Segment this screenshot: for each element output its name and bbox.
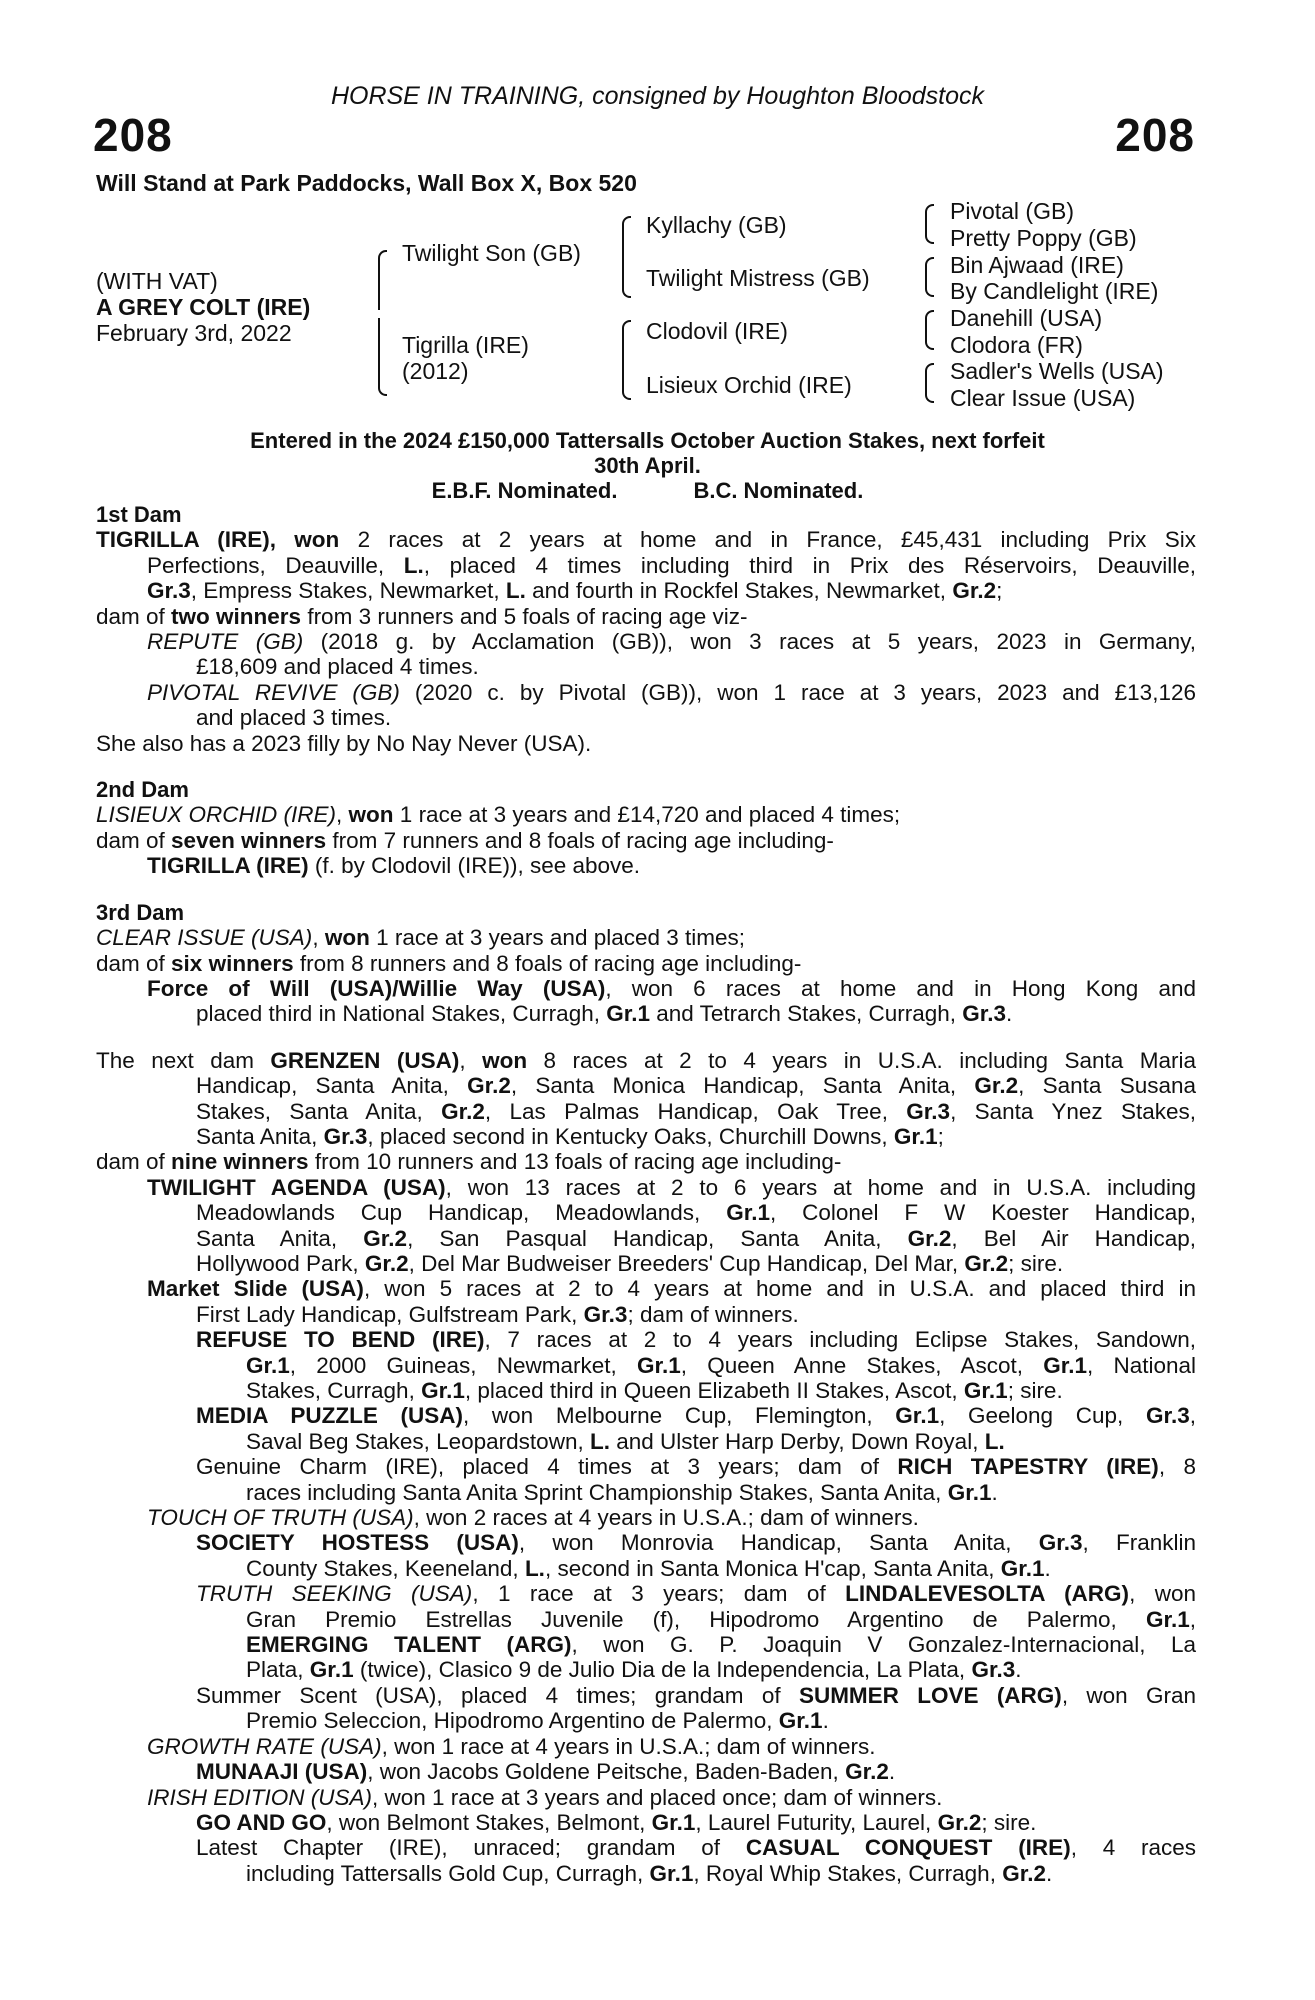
text-run: , Colonel F W Koester Handicap, xyxy=(769,1200,1196,1226)
bold-run: LINDALEVESOLTA (ARG) xyxy=(845,1581,1130,1607)
text-run: ; xyxy=(996,578,1003,604)
spacer xyxy=(96,756,1196,777)
bold-run: CASUAL CONQUEST (IRE) xyxy=(745,1835,1071,1861)
horse-name: REPUTE (GB) xyxy=(147,629,304,655)
bold-run: Gr.1 xyxy=(893,1123,938,1149)
section-heading: 1st Dam xyxy=(96,502,182,527)
dam-line-brace-bottom xyxy=(622,360,631,400)
text-line xyxy=(96,828,1196,853)
text-run: ; sire. xyxy=(981,1809,1037,1835)
bold-run: Gr.3 xyxy=(323,1123,368,1149)
text-run: Stakes, Curragh, xyxy=(246,1378,422,1403)
text-run: , won Belmont Stakes, Belmont, xyxy=(326,1809,652,1835)
irish-edition-entry xyxy=(96,1785,1196,1810)
text-run: Perfections, Deauville, xyxy=(147,552,404,578)
bold-run: Gr.1 xyxy=(778,1708,823,1734)
horse-name: CLEAR ISSUE (USA) xyxy=(96,925,313,951)
text-run: 8 races at 2 to 4 years in U.S.A. including Santa Maria xyxy=(527,1047,1196,1073)
bold-run: Gr.2 xyxy=(441,1098,485,1124)
bold-run: EMERGING TALENT (ARG) xyxy=(246,1632,572,1658)
horse-name: Force of Will (USA)/Willie Way (USA) xyxy=(147,975,606,1001)
genuine-charm-entry xyxy=(96,1454,1196,1505)
text-run: races including Santa Anita Sprint Championship Stakes, Santa Anita, xyxy=(246,1479,948,1505)
text-run: , Santa Monica Handicap, Santa Anita, xyxy=(510,1073,975,1099)
section-heading: 3rd Dam xyxy=(96,899,185,925)
gp-3: Bin Ajwaad (IRE) xyxy=(950,252,1124,278)
text-line xyxy=(96,951,1196,976)
text-line xyxy=(96,1454,1196,1479)
next-dam-produce xyxy=(96,1149,1196,1174)
race-grade: Gr.3 xyxy=(147,578,191,604)
bold-run: Gr.1 xyxy=(309,1657,354,1683)
race-grade: Gr.1 xyxy=(606,1001,650,1027)
text-run: The next dam xyxy=(96,1047,271,1073)
latest-chapter-entry xyxy=(96,1835,1196,1886)
text-run: , National xyxy=(1087,1352,1197,1378)
text-run: . xyxy=(888,1759,896,1785)
text-line xyxy=(96,1810,1196,1835)
gp-2: Pretty Poppy (GB) xyxy=(950,225,1137,251)
text-run: , Queen Anne Stakes, Ascot, xyxy=(680,1352,1044,1378)
bold-run: Gr.1 xyxy=(649,1860,694,1886)
bold-run: Gr.1 xyxy=(895,1403,940,1429)
text-line xyxy=(96,1581,1196,1606)
bold-run: Gr.1 xyxy=(947,1479,992,1505)
text-run: . xyxy=(1015,1657,1022,1683)
bold-run: Gr.1 xyxy=(246,1352,290,1378)
bold-run: Gr.2 xyxy=(907,1225,952,1251)
text-run: , xyxy=(1189,1403,1196,1429)
section-heading: 2nd Dam xyxy=(96,777,189,803)
dam-foal-year: (2012) xyxy=(402,358,469,384)
bold-run: Gr.2 xyxy=(845,1759,889,1785)
text-run: from 3 runners and 5 foals of racing age viz- xyxy=(301,603,748,629)
text-line xyxy=(96,578,1196,603)
lot-number-right: 208 xyxy=(1115,109,1195,161)
twilight-agenda-entry xyxy=(96,1175,1196,1277)
sire-name: Twilight Son (GB) xyxy=(402,240,581,266)
text-run: from 10 runners and 13 foals of racing age including- xyxy=(308,1149,842,1175)
text-line xyxy=(96,1099,1196,1124)
bold-run: Gr.1 xyxy=(636,1352,681,1378)
italic-run: GROWTH RATE (USA) xyxy=(147,1733,382,1759)
dam-name: Tigrilla (IRE) xyxy=(402,332,529,358)
sire-dam-name: Twilight Mistress (GB) xyxy=(646,265,870,291)
text-line xyxy=(96,1226,1196,1251)
bold-run: Gr.3 xyxy=(1038,1530,1083,1556)
text-run: , placed 4 times including third in Prix des Réservoirs, Deauville, xyxy=(423,552,1197,578)
text-line xyxy=(96,1505,1196,1530)
text-line xyxy=(96,1175,1196,1200)
spacer xyxy=(96,879,1196,900)
g-brace-1 xyxy=(925,204,934,244)
bold-run: Gr.3 xyxy=(1145,1403,1190,1429)
text-line xyxy=(96,1429,1196,1454)
text-line xyxy=(96,1657,1196,1682)
bold-run: Gr.1 xyxy=(963,1378,1008,1403)
bold-run: Gr.3 xyxy=(906,1098,951,1124)
text-run: including Tattersalls Gold Cup, Curragh, xyxy=(246,1860,650,1886)
text-run: , won 13 races at 2 to 6 years at home and in U.S.A. including xyxy=(445,1174,1196,1200)
text-run: , 4 races xyxy=(1070,1835,1197,1861)
text-run: won xyxy=(324,925,370,951)
g-brace-4 xyxy=(925,363,934,403)
text-run: , Bel Air Handicap, xyxy=(951,1225,1196,1251)
text-run: (2018 g. by Acclamation (GB)), won 3 races at 5 years, 2023 in Germany, xyxy=(303,629,1196,655)
text-run: Gran Premio Estrellas Juvenile (f), Hipodromo Argentino de Palermo, xyxy=(246,1606,1146,1632)
nominations xyxy=(100,478,1195,504)
race-entry-line-2: 30th April. xyxy=(594,453,701,478)
text-run: . xyxy=(1045,1860,1053,1886)
text-run: , xyxy=(459,1047,483,1073)
g-brace-2 xyxy=(925,257,934,297)
text-line xyxy=(96,1632,1196,1657)
text-line xyxy=(96,976,1196,1001)
bold-run: RICH TAPESTRY (IRE) xyxy=(897,1454,1159,1480)
race-grade: L. xyxy=(403,552,424,578)
text-run: (f. by Clodovil (IRE)), see above. xyxy=(308,853,641,879)
gp-7: Sadler's Wells (USA) xyxy=(950,358,1164,384)
text-run: 1 race at 3 years and placed 3 times; xyxy=(369,925,746,951)
dam-records xyxy=(96,502,1196,1886)
horse-name: TIGRILLA (IRE) xyxy=(147,853,309,879)
text-line xyxy=(96,1048,1196,1073)
society-hostess-entry xyxy=(96,1530,1196,1581)
text-run: ; xyxy=(937,1123,944,1149)
consignor-banner: HORSE IN TRAINING, consigned by Houghton Bloodstock xyxy=(330,82,985,110)
text-run: Summer Scent (USA), placed 4 times; grandam of xyxy=(196,1682,799,1708)
text-run: Hollywood Park, xyxy=(196,1250,365,1276)
bold-run: GO AND GO xyxy=(196,1809,327,1835)
text-run: , won 6 races at home and in Hong Kong and xyxy=(605,975,1196,1001)
bold-run: MUNAAJI (USA) xyxy=(196,1759,368,1785)
bold-run: Gr.2 xyxy=(363,1225,408,1251)
text-run: , won Monrovia Handicap, Santa Anita, xyxy=(518,1530,1039,1556)
text-run: , second in Santa Monica H'cap, Santa Anita, xyxy=(544,1555,1001,1581)
stabling-location: Will Stand at Park Paddocks, Wall Box X, Box 520 xyxy=(96,170,637,196)
text-run: , Empress Stakes, Newmarket, xyxy=(190,578,506,604)
text-run: , Santa Ynez Stakes, xyxy=(950,1098,1197,1124)
text-run: (2020 c. by Pivotal (GB)), won 1 race at 3 years, 2023 and £13,126 xyxy=(399,679,1196,705)
text-run: dam of xyxy=(96,950,172,976)
bold-run: TWILIGHT AGENDA (USA) xyxy=(147,1174,446,1200)
race-grade: L. xyxy=(505,578,526,604)
text-run: and Tetrarch Stakes, Curragh, xyxy=(650,1001,963,1027)
bold-run: Gr.1 xyxy=(1000,1555,1045,1581)
race-entry-line-1: Entered in the 2024 £150,000 Tattersalls October Auction Stakes, next forfeit xyxy=(250,428,1045,453)
text-run: , 1 race at 3 years; dam of xyxy=(472,1581,846,1607)
gp-8: Clear Issue (USA) xyxy=(950,385,1136,411)
text-line xyxy=(96,1327,1196,1352)
text-run: Plata, xyxy=(246,1657,310,1683)
bold-run: Gr.3 xyxy=(583,1301,628,1327)
text-line xyxy=(96,1302,1196,1327)
text-run: , Las Palmas Handicap, Oak Tree, xyxy=(484,1098,907,1124)
text-run: Santa Anita, xyxy=(196,1123,324,1149)
text-run: 2 races at 2 years at home and in France, £45,431 including Prix Six xyxy=(339,527,1196,553)
text-line: She also has a 2023 filly by No Nay Never (USA). xyxy=(96,730,592,756)
munaaji-entry xyxy=(96,1759,1196,1784)
bold-run: REFUSE TO BEND (IRE) xyxy=(196,1327,485,1353)
dam-dam-name: Lisieux Orchid (IRE) xyxy=(646,372,852,398)
sire-line-brace-top xyxy=(622,216,631,260)
text-line xyxy=(96,1149,1196,1174)
text-run: Latest Chapter (IRE), unraced; grandam of xyxy=(196,1835,746,1861)
first-dam-section xyxy=(96,502,1196,756)
sire-brace xyxy=(378,250,387,310)
text-run: ; sire. xyxy=(1008,1250,1064,1276)
text-run: , won 1 race at 3 years and placed once; dam of winners. xyxy=(372,1784,943,1810)
text-line xyxy=(96,1378,1196,1403)
text-run: and fourth in Rockfel Stakes, Newmarket, xyxy=(525,578,953,604)
text-run: , placed second in Kentucky Oaks, Churchill Downs, xyxy=(367,1123,894,1149)
text-line xyxy=(96,853,1196,878)
horse-name: LISIEUX ORCHID (IRE) xyxy=(96,802,337,828)
bold-run: L. xyxy=(524,1555,545,1581)
text-line xyxy=(96,1861,1196,1886)
second-dam-section xyxy=(96,777,1196,879)
vat-label: (WITH VAT) xyxy=(96,268,218,294)
bold-run: Market Slide (USA) xyxy=(147,1276,364,1302)
text-line xyxy=(96,1607,1196,1632)
text-run: , Royal Whip Stakes, Curragh, xyxy=(693,1860,1003,1886)
text-run: Handicap, Santa Anita, xyxy=(196,1073,468,1099)
text-run: . xyxy=(1006,1001,1013,1027)
text-line xyxy=(96,1734,1196,1759)
text-line xyxy=(96,802,1196,827)
bold-run: Gr.2 xyxy=(364,1250,409,1276)
text-run: Genuine Charm (IRE), placed 4 times at 3 years; dam of xyxy=(196,1454,898,1480)
text-run: Santa Anita, xyxy=(196,1225,364,1251)
dam-brace xyxy=(378,318,387,396)
text-run: and Ulster Harp Derby, Down Royal, xyxy=(609,1428,985,1454)
text-run: , 8 xyxy=(1158,1454,1196,1480)
gp-4: By Candlelight (IRE) xyxy=(950,278,1159,304)
text-line: £18,609 and placed 4 times. xyxy=(196,654,479,680)
race-grade: Gr.3 xyxy=(962,1001,1007,1027)
bold-run: L. xyxy=(589,1428,610,1454)
race-grade: Gr.2 xyxy=(952,578,997,604)
touch-of-truth-entry xyxy=(96,1505,1196,1530)
text-line xyxy=(96,1556,1196,1581)
bold-run: SOCIETY HOSTESS (USA) xyxy=(196,1530,519,1556)
bold-run: Gr.2 xyxy=(974,1073,1019,1099)
text-run: First Lady Handicap, Gulfstream Park, xyxy=(196,1301,584,1327)
text-line xyxy=(96,1200,1196,1225)
text-run: , placed third in Queen Elizabeth II Stakes, Ascot, xyxy=(464,1378,964,1403)
bold-run: Gr.2 xyxy=(467,1073,511,1099)
text-run: , Franklin xyxy=(1082,1530,1196,1556)
winners-count: two winners xyxy=(171,603,302,629)
bold-run: Gr.2 xyxy=(964,1250,1009,1276)
text-run: . xyxy=(822,1708,829,1734)
text-line xyxy=(96,629,1196,654)
text-line xyxy=(96,1073,1196,1098)
lot-number-left: 208 xyxy=(93,109,173,161)
text-line xyxy=(96,1124,1196,1149)
text-run: . xyxy=(1044,1555,1051,1581)
bold-run: Gr.2 xyxy=(937,1809,982,1835)
horse-name: PIVOTAL REVIVE (GB) xyxy=(147,679,400,705)
italic-run: TRUTH SEEKING (USA) xyxy=(196,1581,473,1607)
bc-nominated: B.C. Nominated. xyxy=(693,478,864,503)
text-line xyxy=(96,680,1196,705)
text-line xyxy=(96,1835,1196,1860)
next-dam-section xyxy=(96,1048,1196,1886)
bold-run: Gr.1 xyxy=(651,1809,696,1835)
text-run: from 8 runners and 8 foals of racing age including- xyxy=(293,950,802,976)
lot-subject: A GREY COLT (IRE) xyxy=(96,294,311,320)
growth-rate-entry xyxy=(96,1734,1196,1759)
italic-run: IRISH EDITION (USA) xyxy=(147,1784,373,1810)
text-run: 1 race at 3 years and £14,720 and placed 4 times; xyxy=(393,802,901,828)
bold-run: Gr.2 xyxy=(1002,1860,1046,1886)
gp-6: Clodora (FR) xyxy=(950,332,1083,358)
bold-run: L. xyxy=(984,1428,1005,1454)
bold-run: Gr.1 xyxy=(1043,1352,1087,1378)
spacer xyxy=(96,1027,1196,1048)
text-run: , won 1 race at 4 years in U.S.A.; dam of winners. xyxy=(381,1733,876,1759)
bold-run: Gr.1 xyxy=(726,1200,770,1226)
text-run: dam of xyxy=(96,603,172,629)
text-run: Premio Seleccion, Hipodromo Argentino de Palermo, xyxy=(246,1708,779,1734)
ebf-nominated: E.B.F. Nominated. xyxy=(431,478,618,503)
text-run: Meadowlands Cup Handicap, Meadowlands, xyxy=(196,1200,727,1226)
horse-name: TIGRILLA (IRE), won xyxy=(96,527,340,553)
dam-line-brace-top xyxy=(622,320,631,362)
text-run: ; sire. xyxy=(1007,1378,1063,1403)
dam-sire-name: Clodovil (IRE) xyxy=(646,318,788,344)
sire-line-brace-bottom xyxy=(622,258,631,298)
text-line xyxy=(96,1403,1196,1428)
text-line xyxy=(96,1001,1196,1026)
text-run: , won 5 races at 2 to 4 years at home and in U.S.A. and placed third in xyxy=(363,1276,1196,1302)
third-dam-section xyxy=(96,900,1196,1027)
text-run: , won Melbourne Cup, Flemington, xyxy=(463,1403,896,1429)
next-dam-para xyxy=(96,1048,1196,1150)
bold-run: MEDIA PUZZLE (USA) xyxy=(196,1403,463,1429)
text-line xyxy=(96,925,1196,950)
go-and-go-entry xyxy=(96,1810,1196,1835)
text-run: , xyxy=(312,925,325,951)
bold-run: Gr.1 xyxy=(1145,1606,1190,1632)
text-run: County Stakes, Keeneland, xyxy=(246,1555,525,1581)
text-line xyxy=(96,1708,1196,1733)
text-run: , Del Mar Budweiser Breeders' Cup Handicap, Del Mar, xyxy=(408,1250,965,1276)
text-run: won xyxy=(348,802,394,828)
text-run: , xyxy=(336,802,349,828)
text-line xyxy=(96,604,1196,629)
refuse-to-bend-entry xyxy=(96,1327,1196,1403)
text-run: , won Gran xyxy=(1061,1682,1196,1708)
text-run: , Santa Susana xyxy=(1018,1073,1196,1099)
gp-1: Pivotal (GB) xyxy=(950,198,1074,224)
text-run: . xyxy=(991,1479,998,1505)
text-run: placed third in National Stakes, Curragh, xyxy=(196,1001,607,1027)
text-run: , Geelong Cup, xyxy=(939,1403,1146,1429)
bold-run: Gr.3 xyxy=(971,1657,1016,1683)
text-run: dam of xyxy=(96,1149,172,1175)
market-slide-entry xyxy=(96,1276,1196,1327)
text-run: ; dam of winners. xyxy=(627,1301,799,1327)
text-line xyxy=(96,527,1196,552)
text-line xyxy=(96,1785,1196,1810)
text-run: , 2000 Guineas, Newmarket, xyxy=(289,1352,637,1378)
truth-seeking-entry xyxy=(96,1581,1196,1683)
text-run: , won xyxy=(1129,1581,1196,1607)
text-line: and placed 3 times. xyxy=(196,705,392,731)
text-run: , San Pasqual Handicap, Santa Anita, xyxy=(407,1225,908,1251)
text-run: , won 2 races at 4 years in U.S.A.; dam of winners. xyxy=(413,1505,919,1531)
text-run: , Laurel Futurity, Laurel, xyxy=(695,1809,938,1835)
text-run: from 7 runners and 8 foals of racing age including- xyxy=(326,827,834,853)
text-line xyxy=(96,1480,1196,1505)
text-line xyxy=(96,1353,1196,1378)
bold-run: won xyxy=(482,1047,528,1073)
text-line xyxy=(96,1759,1196,1784)
gp-5: Danehill (USA) xyxy=(950,305,1103,331)
text-run: (twice), Clasico 9 de Julio Dia de la Independencia, La Plata, xyxy=(353,1657,972,1683)
text-run: dam of xyxy=(96,827,172,853)
italic-run: TOUCH OF TRUTH (USA) xyxy=(147,1505,414,1531)
winners-count: six winners xyxy=(171,950,294,976)
bold-run: Gr.1 xyxy=(421,1378,465,1403)
g-brace-3 xyxy=(925,310,934,350)
media-puzzle-entry xyxy=(96,1403,1196,1454)
bold-run: SUMMER LOVE (ARG) xyxy=(798,1682,1062,1708)
text-run: Saval Beg Stakes, Leopardstown, xyxy=(246,1428,590,1454)
summer-scent-entry xyxy=(96,1683,1196,1734)
sire-sire-name: Kyllachy (GB) xyxy=(646,212,787,238)
bold-run: nine winners xyxy=(171,1149,309,1175)
text-run: , xyxy=(1189,1606,1196,1632)
text-line xyxy=(96,1530,1196,1555)
text-run: , won Jacobs Goldene Peitsche, Baden-Baden, xyxy=(367,1759,846,1785)
winners-count: seven winners xyxy=(171,827,327,853)
text-run: Stakes, Santa Anita, xyxy=(196,1098,442,1124)
text-run: , won G. P. Joaquin V Gonzalez-Internacional, La xyxy=(571,1632,1197,1658)
text-line xyxy=(96,553,1196,578)
text-line xyxy=(96,1276,1196,1301)
text-run: , 7 races at 2 to 4 years including Eclipse Stakes, Sandown, xyxy=(484,1327,1196,1353)
text-line xyxy=(96,1683,1196,1708)
text-line xyxy=(96,1251,1196,1276)
foaling-date: February 3rd, 2022 xyxy=(96,320,292,346)
bold-run: GRENZEN (USA) xyxy=(270,1047,460,1073)
